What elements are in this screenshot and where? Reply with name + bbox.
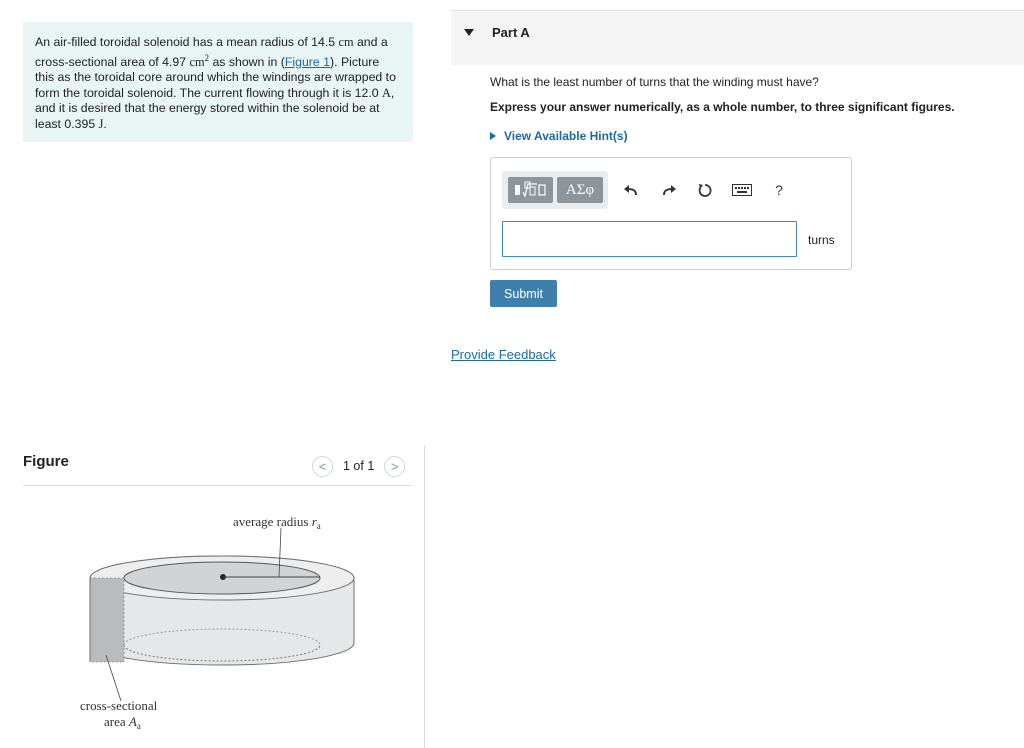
- templates-button[interactable]: [508, 177, 553, 203]
- problem-text: .: [103, 116, 107, 131]
- greek-symbols-button[interactable]: [557, 177, 603, 203]
- radius-label: [233, 514, 321, 531]
- problem-text: as shown in (: [212, 54, 285, 69]
- area-label-var: A: [128, 714, 137, 729]
- submit-button[interactable]: Submit: [490, 280, 557, 307]
- chevron-left-icon: <: [318, 458, 327, 474]
- collapse-caret-icon[interactable]: [464, 29, 474, 36]
- keyboard-icon: [732, 184, 752, 196]
- toroid-figure: [23, 495, 383, 740]
- figure-link[interactable]: Figure 1: [284, 54, 331, 69]
- provide-feedback-link[interactable]: Provide Feedback: [451, 347, 556, 362]
- next-figure-button[interactable]: [384, 456, 405, 477]
- problem-statement: [23, 22, 413, 142]
- unit-cm-squared: [189, 52, 210, 69]
- reset-icon: [697, 182, 713, 198]
- radius-label-sub: a: [316, 521, 321, 531]
- reset-button[interactable]: [695, 180, 715, 200]
- help-button[interactable]: [769, 180, 789, 200]
- area-label-line2: [104, 714, 141, 731]
- hint-label: View Available Hint(s): [504, 129, 628, 143]
- unit-amperes: A: [382, 85, 391, 100]
- area-label-sub: a: [136, 721, 141, 731]
- figure-pager: [312, 455, 405, 477]
- question-text: What is the least number of turns that the winding must have?: [490, 75, 819, 89]
- problem-text: ). Picture this as the toroidal core around which the windings are wrapped to form the toroidal solenoid. The current flowing through it is 12.0: [35, 54, 396, 100]
- radius-label-text: average radius: [233, 514, 309, 529]
- help-icon: ?: [775, 182, 783, 198]
- answer-box: [490, 157, 852, 270]
- unit-base: cm: [189, 54, 205, 69]
- math-template-group: [502, 171, 608, 209]
- caret-right-icon: [490, 132, 496, 140]
- undo-button[interactable]: [621, 180, 641, 200]
- figure-divider: [23, 485, 413, 486]
- keyboard-button[interactable]: [732, 180, 752, 200]
- greek-symbols-label: ΑΣφ: [565, 181, 595, 198]
- unit-cm: cm: [338, 35, 354, 49]
- answer-instruction: Express your answer numerically, as a whole number, to three significant figures.: [490, 100, 955, 114]
- answer-unit: turns: [808, 233, 835, 247]
- fraction-root-icon: [513, 181, 549, 199]
- view-hints-link[interactable]: [490, 129, 628, 143]
- problem-text: , and it is desired that the energy stored within the solenoid be at least 0.395: [35, 85, 395, 131]
- cross-section-area: [90, 578, 124, 662]
- part-title: Part A: [492, 25, 530, 40]
- problem-text: and a cross-sectional area of 4.97: [35, 35, 388, 69]
- part-a-header[interactable]: [451, 10, 1024, 65]
- radius-label-var: r: [311, 514, 317, 529]
- chevron-right-icon: >: [390, 458, 399, 474]
- redo-button[interactable]: [659, 180, 679, 200]
- figure-heading: Figure: [23, 453, 69, 470]
- unit-exponent: 2: [204, 52, 210, 63]
- column-divider: [424, 445, 425, 748]
- redo-icon: [661, 183, 677, 197]
- prev-figure-button[interactable]: [312, 456, 333, 477]
- answer-input[interactable]: [502, 221, 797, 257]
- unit-joules: J: [98, 116, 104, 131]
- area-label-line1: cross-sectional: [80, 698, 158, 713]
- area-label-text: area: [104, 714, 126, 729]
- pager-count: 1 of 1: [343, 459, 375, 473]
- problem-text: An air-filled toroidal solenoid has a mean radius of 14.5: [35, 35, 336, 49]
- undo-icon: [623, 183, 639, 197]
